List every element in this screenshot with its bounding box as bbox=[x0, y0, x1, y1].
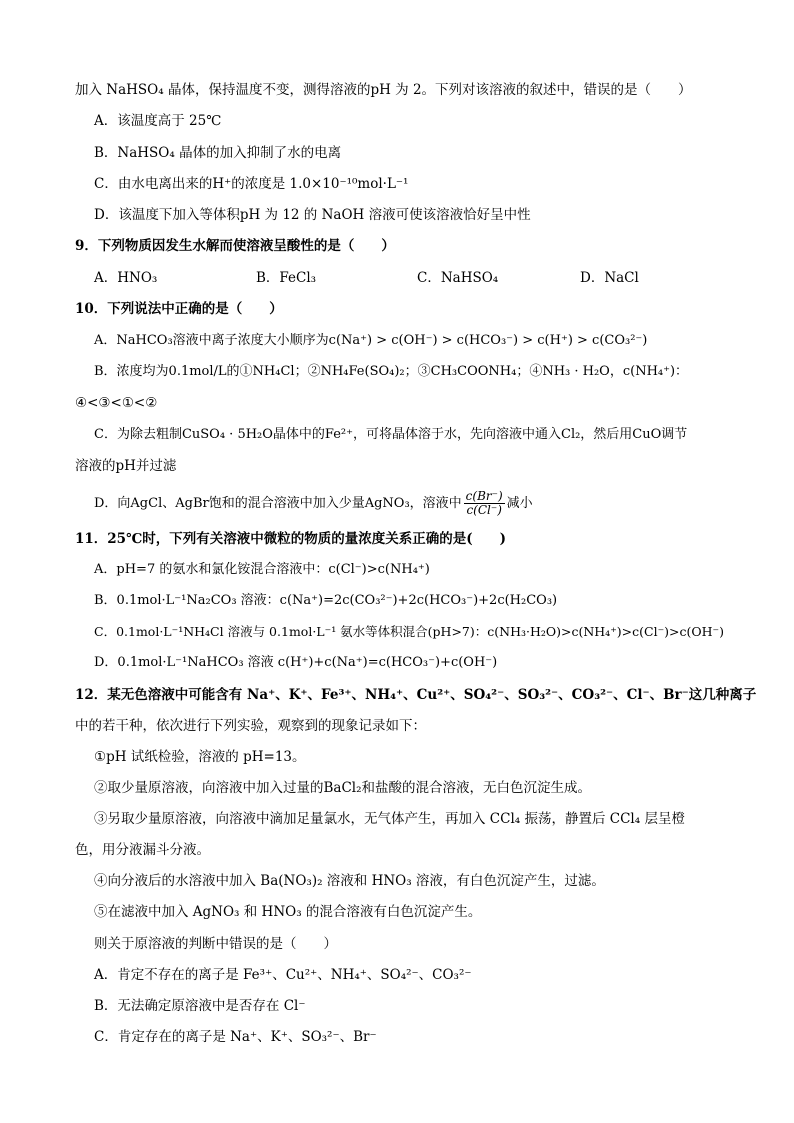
q12-question: 则关于原溶液的判断中错误的是（ ） bbox=[94, 936, 337, 952]
q9-option-d: D．NaCl bbox=[580, 270, 639, 286]
q8-option-b: B．NaHSO₄ 晶体的加入抑制了水的电离 bbox=[94, 145, 342, 161]
q9-option-a: A．HNO₃ bbox=[94, 270, 158, 286]
q10-option-c: C．为除去粗制CuSO₄ · 5H₂O晶体中的Fe²⁺，可将晶体溶于水，先向溶液中通入Cl₂，然后用CuO调节 bbox=[94, 427, 688, 442]
q10-option-d bbox=[94, 490, 533, 517]
q11-option-d: D．0.1mol·L⁻¹NaHCO₃ 溶液 c(H⁺)+c(Na⁺)=c(HCO₃⁻)+c(OH⁻) bbox=[94, 655, 498, 670]
q10-option-a: A．NaHCO₃溶液中离子浓度大小顺序为c(Na⁺) > c(OH⁻) > c(HCO₃⁻) > c(H⁺) > c(CO₃²⁻) bbox=[94, 333, 648, 348]
q12-option-a: A．肯定不存在的离子是 Fe³⁺、Cu²⁺、NH₄⁺、SO₄²⁻、CO₃²⁻ bbox=[94, 967, 472, 983]
q12-step-1: ①pH 试纸检验，溶液的 pH=13。 bbox=[94, 749, 306, 765]
fraction bbox=[464, 490, 505, 517]
question-8-stem-tail: 加入 NaHSO₄ 晶体，保持温度不变，测得溶液的pH 为 2。下列对该溶液的叙述中，错误的是（ ） bbox=[75, 82, 692, 98]
question-10-stem: 10．下列说法中正确的是（ ） bbox=[75, 301, 283, 317]
q12-step-5: ⑤在滤液中加入 AgNO₃ 和 HNO₃ 的混合溶液有白色沉淀产生。 bbox=[94, 904, 482, 920]
fraction-denominator: c(Cl⁻) bbox=[466, 503, 502, 517]
q8-option-d: D．该温度下加入等体积pH 为 12 的 NaOH 溶液可使该溶液恰好呈中性 bbox=[94, 207, 531, 223]
fraction-numerator: c(Br⁻) bbox=[465, 489, 503, 503]
q12-step-3-cont: 色，用分液漏斗分液。 bbox=[75, 842, 210, 858]
q12-step-2: ②取少量原溶液，向溶液中加入过量的BaCl₂和盐酸的混合溶液，无白色沉淀生成。 bbox=[94, 780, 592, 796]
q9-option-c: C．NaHSO₄ bbox=[417, 270, 499, 286]
q12-step-3: ③另取少量原溶液，向溶液中滴加足量氯水，无气体产生，再加入 CCl₄ 振荡，静置后 CCl₄ 层呈橙 bbox=[94, 811, 685, 827]
q8-option-a: A．该温度高于 25℃ bbox=[94, 113, 222, 129]
q8-option-c: C．由水电离出来的H⁺的浓度是 1.0×10⁻¹⁰mol·L⁻¹ bbox=[94, 176, 409, 192]
question-9-stem: 9．下列物质因发生水解而使溶液呈酸性的是（ ） bbox=[75, 238, 395, 254]
q11-option-c: C．0.1mol·L⁻¹NH₄Cl 溶液与 0.1mol·L⁻¹ 氨水等体积混合(pH>7)：c(NH₃·H₂O)>c(NH₄⁺)>c(Cl⁻)>c(OH⁻) bbox=[94, 624, 725, 639]
q12-step-4: ④向分液后的水溶液中加入 Ba(NO₃)₂ 溶液和 HNO₃ 溶液，有白色沉淀产生，过滤。 bbox=[94, 873, 605, 889]
q10-option-c-cont: 溶液的pH并过滤 bbox=[75, 458, 177, 474]
q11-option-b: B．0.1mol·L⁻¹Na₂CO₃ 溶液：c(Na⁺)=2c(CO₃²⁻)+2c(HCO₃⁻)+2c(H₂CO₃) bbox=[94, 593, 558, 608]
q10-option-b-cont: ④<③<①<② bbox=[75, 395, 158, 411]
q12-option-c: C．肯定存在的离子是 Na⁺、K⁺、SO₃²⁻、Br⁻ bbox=[94, 1029, 377, 1045]
q10-option-d-text: D．向AgCl、AgBr饱和的混合溶液中加入少量AgNO₃，溶液中 bbox=[94, 496, 462, 511]
q12-option-b: B．无法确定原溶液中是否存在 Cl⁻ bbox=[94, 998, 306, 1014]
question-12-stem: 12．某无色溶液中可能含有 Na⁺、K⁺、Fe³⁺、NH₄⁺、Cu²⁺、SO₄²⁻、SO₃²⁻、CO₃²⁻、Cl⁻、Br⁻这几种离子 bbox=[75, 687, 757, 703]
q10-option-b: B．浓度均为0.1mol/L的①NH₄Cl；②NH₄Fe(SO₄)₂；③CH₃COONH₄；④NH₃ · H₂O，c(NH₄⁺)： bbox=[94, 364, 689, 379]
question-11-stem: 11．25℃时，下列有关溶液中微粒的物质的量浓度关系正确的是( ) bbox=[75, 531, 507, 547]
q10-option-d-tail: 减小 bbox=[506, 496, 533, 511]
q11-option-a: A．pH=7 的氨水和氯化铵混合溶液中：c(Cl⁻)>c(NH₄⁺) bbox=[94, 562, 430, 577]
question-12-stem-cont: 中的若干种，依次进行下列实验，观察到的现象记录如下： bbox=[75, 718, 426, 734]
q9-option-b: B．FeCl₃ bbox=[256, 270, 317, 286]
